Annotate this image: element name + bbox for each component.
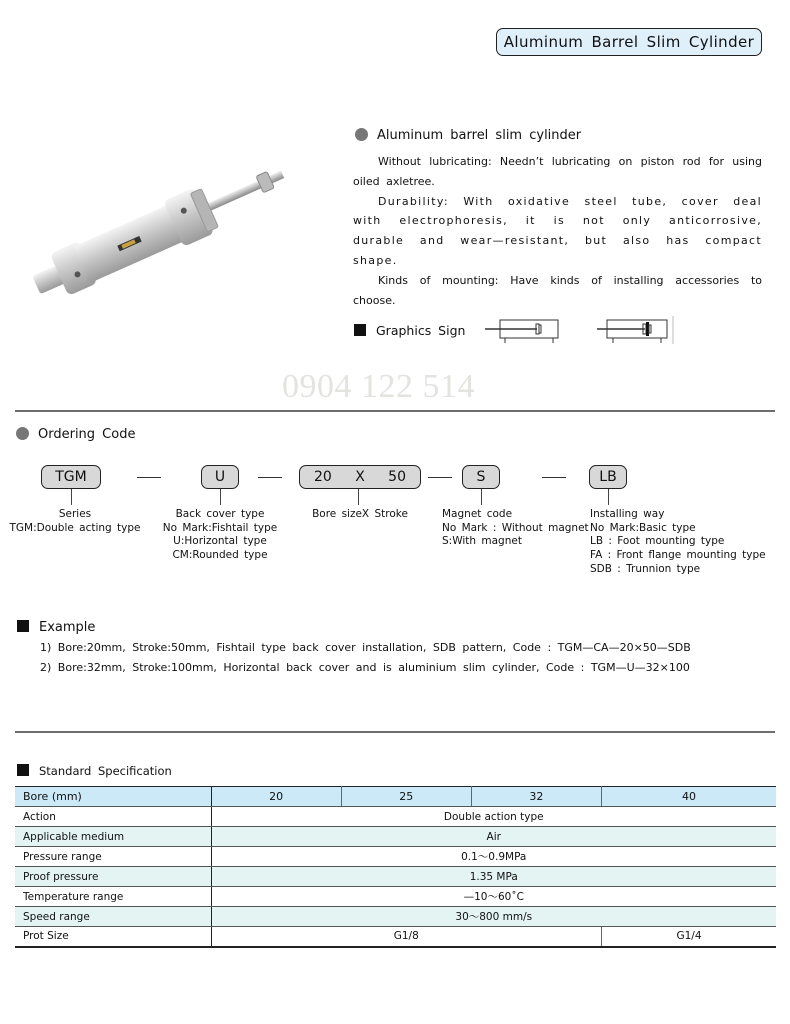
table-header-row [15, 787, 776, 807]
table-row [15, 927, 776, 947]
spec-heading-text: Standard Specification [39, 764, 172, 778]
desc-line: No Mark:Fishtail type [162, 521, 278, 534]
desc-line: Back cover type [175, 508, 265, 520]
header-bore: 25 [341, 787, 471, 807]
row-value: 0.1～0.9MPa [211, 847, 776, 867]
divider [15, 731, 775, 733]
intro-heading [355, 128, 581, 143]
code-desc-back-cover [150, 508, 290, 563]
row-value: G1/8 [211, 927, 602, 947]
separator-dash [258, 477, 282, 478]
paragraph-durability: Durability: With oxidative steel tube, cover deal with electrophoresis, it is not only anticorrosive, durable and wear—resistant, but also has compact shape. [353, 194, 762, 267]
desc-line: LB : Foot mounting type [590, 535, 725, 548]
rod-nut [256, 171, 274, 192]
desc-line: Bore sizeX Stroke [312, 508, 408, 520]
header-bore-label: Bore (mm) [15, 787, 211, 807]
code-stem [220, 489, 221, 505]
bullet-square-icon [17, 764, 29, 776]
desc-line: S:With magnet [442, 535, 522, 548]
page-title: Aluminum Barrel Slim Cylinder [496, 28, 762, 56]
intro-description [353, 152, 762, 310]
row-label: Pressure range [15, 847, 211, 867]
ordering-code-heading-text: Ordering Code [38, 427, 136, 442]
row-label: Action [15, 807, 211, 827]
desc-line: Series [58, 508, 92, 520]
code-box-series: TGM [41, 465, 101, 489]
paragraph-mounting: Kinds of mounting: Have kinds of installing accessories to choose. [353, 273, 762, 307]
code-desc-magnet [442, 508, 592, 549]
code-desc-installing [590, 508, 780, 577]
example-line: 2) Bore:32mm, Stroke:100mm, Horizontal back cover and is aluminium slim cylinder, Code : TGM—U—32×100 [40, 661, 690, 674]
desc-line: TGM:Double acting type [9, 521, 141, 534]
code-box-installing: LB [589, 465, 627, 489]
code-desc-series [5, 508, 145, 535]
desc-line: Magnet code [442, 508, 513, 520]
double-acting-cylinder-symbol-icon [485, 316, 565, 346]
row-label: Applicable medium [15, 827, 211, 847]
paragraph-lubricating: Without lubricating: Needn’t lubricating on piston rod for using oiled axletree. [353, 155, 762, 188]
bullet-circle-icon [16, 427, 29, 440]
separator-dash [428, 477, 452, 478]
desc-line: No Mark:Basic type [590, 521, 696, 534]
divider [15, 410, 775, 412]
desc-line: SDB : Trunnion type [590, 562, 701, 575]
row-value: 30～800 mm/s [211, 907, 776, 927]
spec-heading [17, 764, 172, 778]
code-box-bore-stroke [299, 465, 421, 489]
code-stem [481, 489, 482, 505]
phone-watermark: 0904 122 514 [282, 368, 475, 405]
example-list [40, 638, 691, 678]
bore-value: 20 [314, 469, 332, 485]
separator-dash [137, 477, 161, 478]
graphics-sign-heading [354, 323, 465, 338]
bullet-square-icon [354, 324, 366, 336]
spec-table [15, 786, 776, 948]
table-row [15, 827, 776, 847]
magnetic-cylinder-symbol-icon [597, 316, 677, 346]
code-stem [608, 489, 609, 505]
row-label: Speed range [15, 907, 211, 927]
code-desc-bore-stroke [290, 508, 430, 522]
ordering-code-heading [16, 427, 135, 442]
times-sign: X [355, 469, 365, 485]
row-value: Air [211, 827, 776, 847]
code-box-magnet: S [462, 465, 500, 489]
desc-line: Installing way [590, 508, 665, 520]
code-stem [358, 489, 359, 505]
row-value: G1/4 [602, 927, 776, 947]
example-heading-text: Example [39, 620, 96, 635]
row-label: Proof pressure [15, 867, 211, 887]
desc-line: No Mark : Without magnet [442, 521, 589, 534]
row-value: Double action type [211, 807, 776, 827]
header-bore: 32 [471, 787, 601, 807]
intro-heading-text: Aluminum barrel slim cylinder [377, 128, 582, 143]
desc-line: FA : Front flange mounting type [590, 549, 766, 562]
header-bore: 40 [602, 787, 776, 807]
bullet-square-icon [17, 620, 29, 632]
header-bore: 20 [211, 787, 341, 807]
example-heading [17, 620, 95, 635]
code-box-back-cover: U [201, 465, 239, 489]
product-image [15, 165, 315, 295]
row-value: 1.35 MPa [211, 867, 776, 887]
row-label: Temperature range [15, 887, 211, 907]
table-row [15, 907, 776, 927]
row-value: —10～60˚C [211, 887, 776, 907]
code-stem [71, 489, 72, 505]
table-row [15, 807, 776, 827]
table-row [15, 847, 776, 867]
separator-dash [542, 477, 566, 478]
example-line: 1) Bore:20mm, Stroke:50mm, Fishtail type back cover installation, SDB pattern, Code : TGM—CA—20×50—SDB [40, 641, 691, 654]
stroke-value: 50 [388, 469, 406, 485]
row-label: Prot Size [15, 927, 211, 947]
desc-line: CM:Rounded type [172, 549, 268, 562]
table-row [15, 887, 776, 907]
table-row [15, 867, 776, 887]
graphics-sign-label: Graphics Sign [376, 323, 466, 338]
desc-line: U:Horizontal type [173, 535, 267, 548]
bullet-circle-icon [355, 128, 368, 141]
